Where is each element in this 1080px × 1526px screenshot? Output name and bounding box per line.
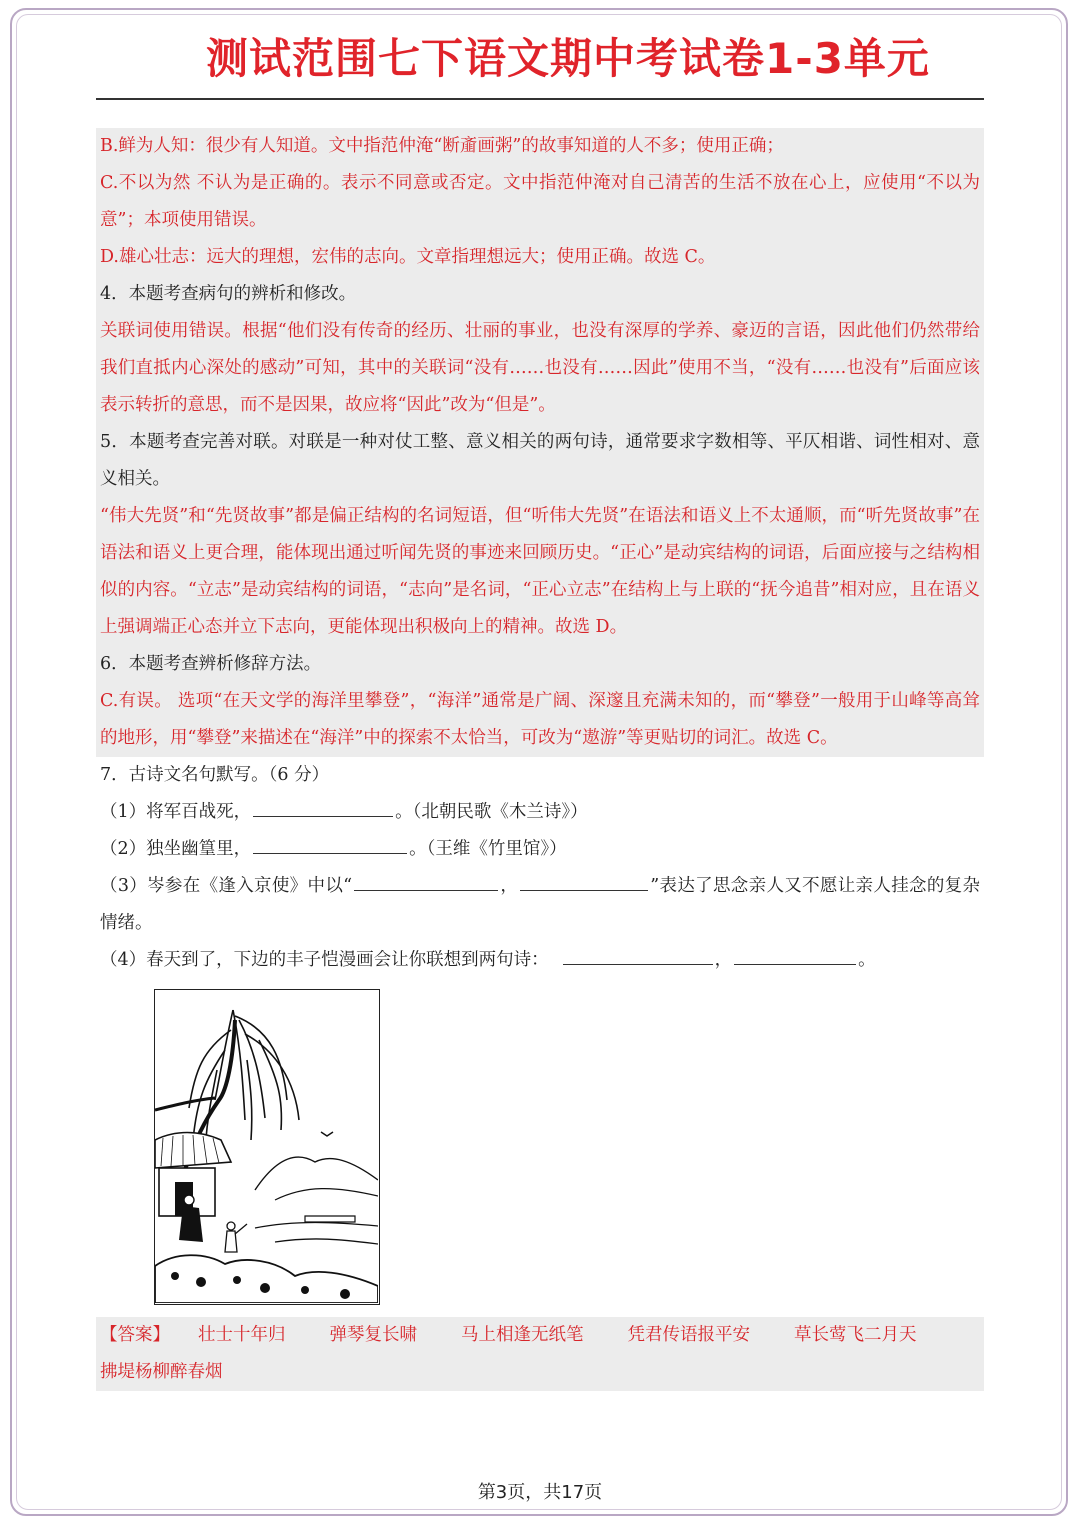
answer-block [96, 1317, 984, 1391]
page-title: 测试范围七下语文期中考试卷1-3单元 [206, 34, 930, 83]
q6-heading: 6．本题考查辨析修辞方法。 [100, 654, 322, 674]
q7-item-4-prompt: （4）春天到了，下边的丰子恺漫画会让你联想到两句诗： [100, 950, 549, 970]
page-number: 第3页，共17页 [477, 1482, 603, 1503]
explanation-option-b: B.鲜为人知：很少有人知道。文中指范仲淹“断齑画粥”的故事知道的人不多；使用正确； [100, 136, 784, 156]
q7-item-2-blank[interactable] [253, 831, 407, 854]
q7-item-3-prompt: （3）岑参在《逢入京使》中以“ [100, 876, 353, 896]
q4-explanation: 关联词使用错误。根据“他们没有传奇的经历、壮丽的事业，也没有深厚的学养、豪迈的言语，因此他们仍然带给我们直抵内心深处的感动”可知，其中的关联词“没有……也没有……因此”使用不当，“没有……也没有”后面应该表示转折的意思，而不是因果，故应将“因此”改为“但是”。 [100, 321, 980, 415]
q7-item-1-source: 。（北朝民歌《木兰诗》） [395, 802, 588, 822]
title-divider [96, 98, 984, 100]
answer-item: 草长莺飞二月天 [794, 1325, 917, 1345]
explanation-option-c: C.不以为然 不认为是正确的。表示不同意或否定。文中指范仲淹对自己清苦的生活不放在心上，应使用“不以为意”；本项使用错误。 [100, 173, 980, 230]
q7-item-1 [96, 794, 984, 831]
answer-item: 弹琴复长啸 [329, 1325, 417, 1345]
q7-item-3-tail: ”表达了思念亲人又不愿让亲人挂念的复杂情绪。 [100, 876, 980, 933]
answer-item: 凭君传语报平安 [627, 1325, 750, 1345]
q7-item-2-prompt: （2）独坐幽篁里， [100, 839, 252, 859]
q4-heading: 4．本题考查病句的辨析和修改。 [100, 284, 357, 304]
q6-explanation: C.有误。 选项“在天文学的海洋里攀登”，“海洋”通常是广阔、深邃且充满未知的，而“攀登”一般用于山峰等高耸的地形，用“攀登”来描述在“海洋”中的探索不太恰当，可改为“遨游”等更贴切的词汇。故选 C。 [100, 691, 980, 748]
feng-zikai-illustration [154, 989, 380, 1305]
q5-explanation: “伟大先贤”和“先贤故事”都是偏正结构的名词短语，但“听伟大先贤”在语法和语义上不太通顺，而“听先贤故事”在语法和语义上更合理，能体现出通过听闻先贤的事迹来回顾历史。“正心”是动宾结构的词语，后面应接与之结构相似的内容。“立志”是动宾结构的词语，“志向”是名词，“正心立志”在结构上与上联的“抚今追昔”相对应，且在语义上强调端正心态并立下志向，更能体现出积极向上的精神。故选 D。 [100, 506, 980, 637]
q7-item-1-prompt: （1）将军百战死， [100, 802, 252, 822]
q7-item-3-blank-1[interactable] [354, 868, 498, 891]
q7-item-1-blank[interactable] [253, 794, 393, 817]
q7-item-3-comma: ， [500, 876, 519, 896]
q7-heading: 7．古诗文名句默写。（6 分） [100, 765, 330, 785]
q7-item-3 [96, 868, 984, 942]
q7-item-3-blank-2[interactable] [520, 868, 648, 891]
explanation-option-d: D.雄心壮志：远大的理想，宏伟的志向。文章指理想远大；使用正确。故选 C。 [100, 247, 716, 267]
q7-item-4-comma: ， [714, 950, 733, 970]
willow-landscape-drawing [155, 990, 378, 1303]
answer-label: 【答案】 [100, 1325, 170, 1345]
q7-item-2 [96, 831, 984, 868]
q7-item-4 [96, 942, 984, 979]
question-7 [96, 757, 984, 1305]
page-content [96, 128, 984, 1391]
q7-item-2-source: 。（王维《竹里馆》） [409, 839, 567, 859]
answer-item: 马上相逢无纸笔 [461, 1325, 584, 1345]
answer-line [96, 1317, 984, 1391]
answer-item: 壮士十年归 [198, 1325, 286, 1345]
q7-item-4-blank-2[interactable] [734, 942, 856, 965]
q7-item-4-blank-1[interactable] [563, 942, 713, 965]
explanation-block [96, 128, 984, 757]
q7-item-4-end: 。 [858, 950, 876, 970]
answer-item: 拂堤杨柳醉春烟 [100, 1362, 223, 1382]
q5-heading: 5．本题考查完善对联。对联是一种对仗工整、意义相关的两句诗，通常要求字数相等、平仄相谐、词性相对、意义相关。 [100, 432, 980, 489]
